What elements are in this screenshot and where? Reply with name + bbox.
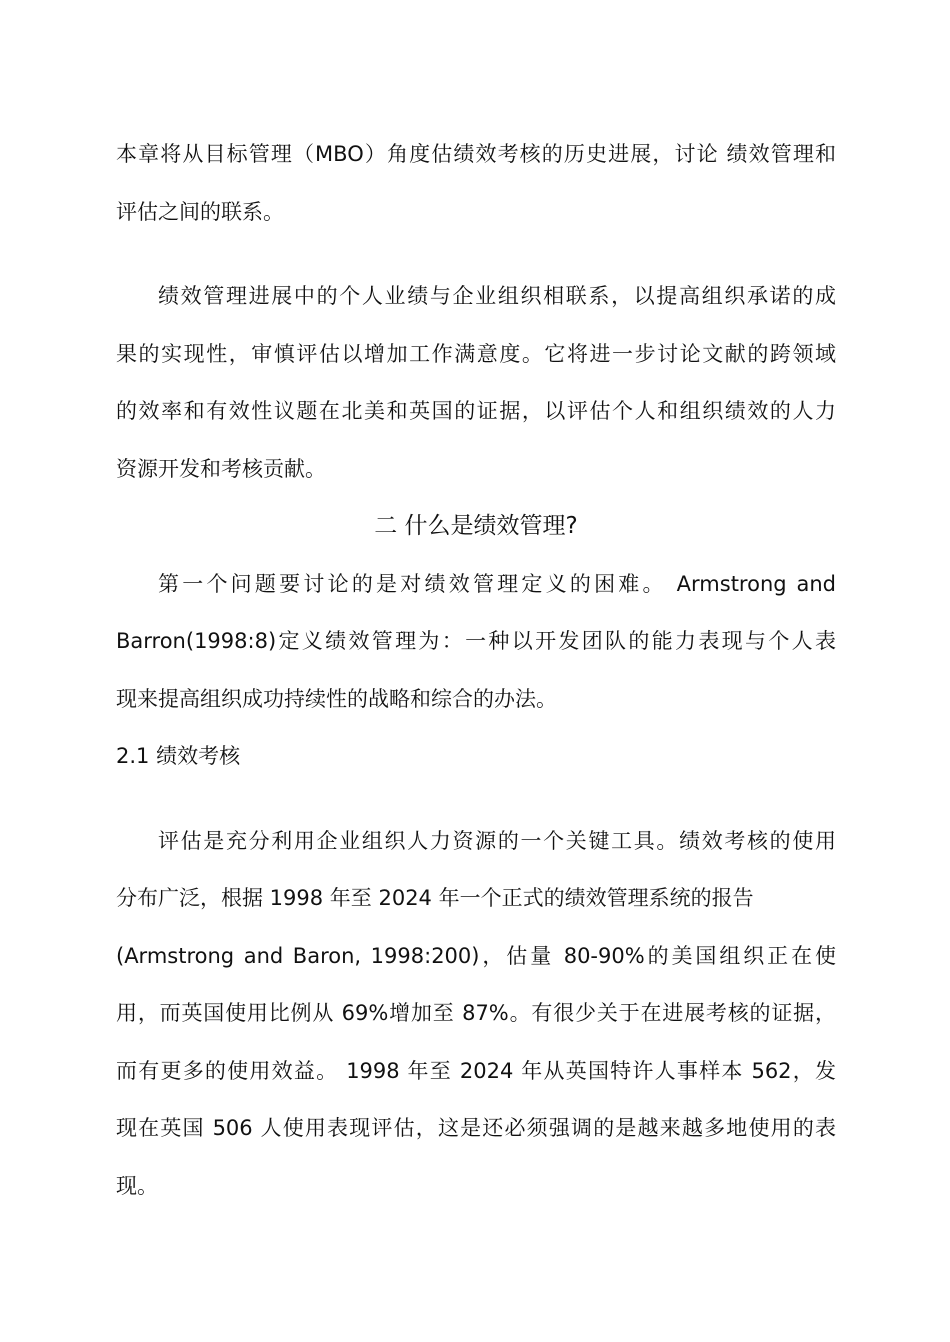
paragraph-performance-management (116, 268, 836, 498)
paragraph-line: 资源开发和考核贡献。 (116, 456, 326, 481)
paragraph-line: 果的实现性，审慎评估以增加工作满意度。它将进一步讨论文献的跨领域 (116, 341, 836, 366)
paragraph-line: 评估之间的联系。 (116, 199, 284, 224)
paragraph-line: Barron(1998:8)定义绩效管理为：一种以开发团队的能力表现与个人表 (116, 629, 836, 653)
paragraph-line: 现。 (116, 1173, 158, 1198)
paragraph-line: 本章将从目标管理（MBO）角度估绩效考核的历史进展，讨论 绩效管理和 (116, 142, 836, 166)
document-page (116, 126, 836, 1215)
paragraph-appraisal (116, 813, 836, 1216)
paragraph-line: 绩效管理进展中的个人业绩与企业组织相联系，以提高组织承诺的成 (158, 284, 836, 308)
section-heading: 二 什么是绩效管理? (374, 513, 578, 539)
subsection-heading: 2.1 绩效考核 (116, 744, 241, 768)
paragraph-line: 现来提高组织成功持续性的战略和综合的办法。 (116, 686, 557, 711)
paragraph-line: 而有更多的使用效益。 1998 年至 2024 年从英国特许人事样本 562，发 (116, 1058, 836, 1083)
paragraph-line: 用，而英国使用比例从 69%增加至 87%。有很少关于在进展考核的证据， (116, 1001, 836, 1025)
paragraph-line: (Armstrong and Baron, 1998:200)，估量 80-90%的美国组织正在使 (116, 943, 836, 968)
paragraph-line: 第一个问题要讨论的是对绩效管理定义的困难。 Armstrong and (158, 571, 836, 596)
paragraph-line: 评估是充分利用企业组织人力资源的一个关键工具。绩效考核的使用 (158, 828, 836, 853)
paragraph-line: 分布广泛，根据 1998 年至 2024 年一个正式的绩效管理系统的报告 (116, 886, 754, 910)
paragraph-line: 的效率和有效性议题在北美和英国的证据，以评估个人和组织绩效的人力 (116, 399, 836, 423)
paragraph-gap (116, 241, 836, 268)
paragraph-line: 现在英国 506 人使用表现评估，这是还必须强调的是越来越多地使用的表 (116, 1116, 836, 1140)
paragraph-definition (116, 556, 836, 729)
paragraph-intro (116, 126, 836, 241)
paragraph-gap (116, 786, 836, 813)
